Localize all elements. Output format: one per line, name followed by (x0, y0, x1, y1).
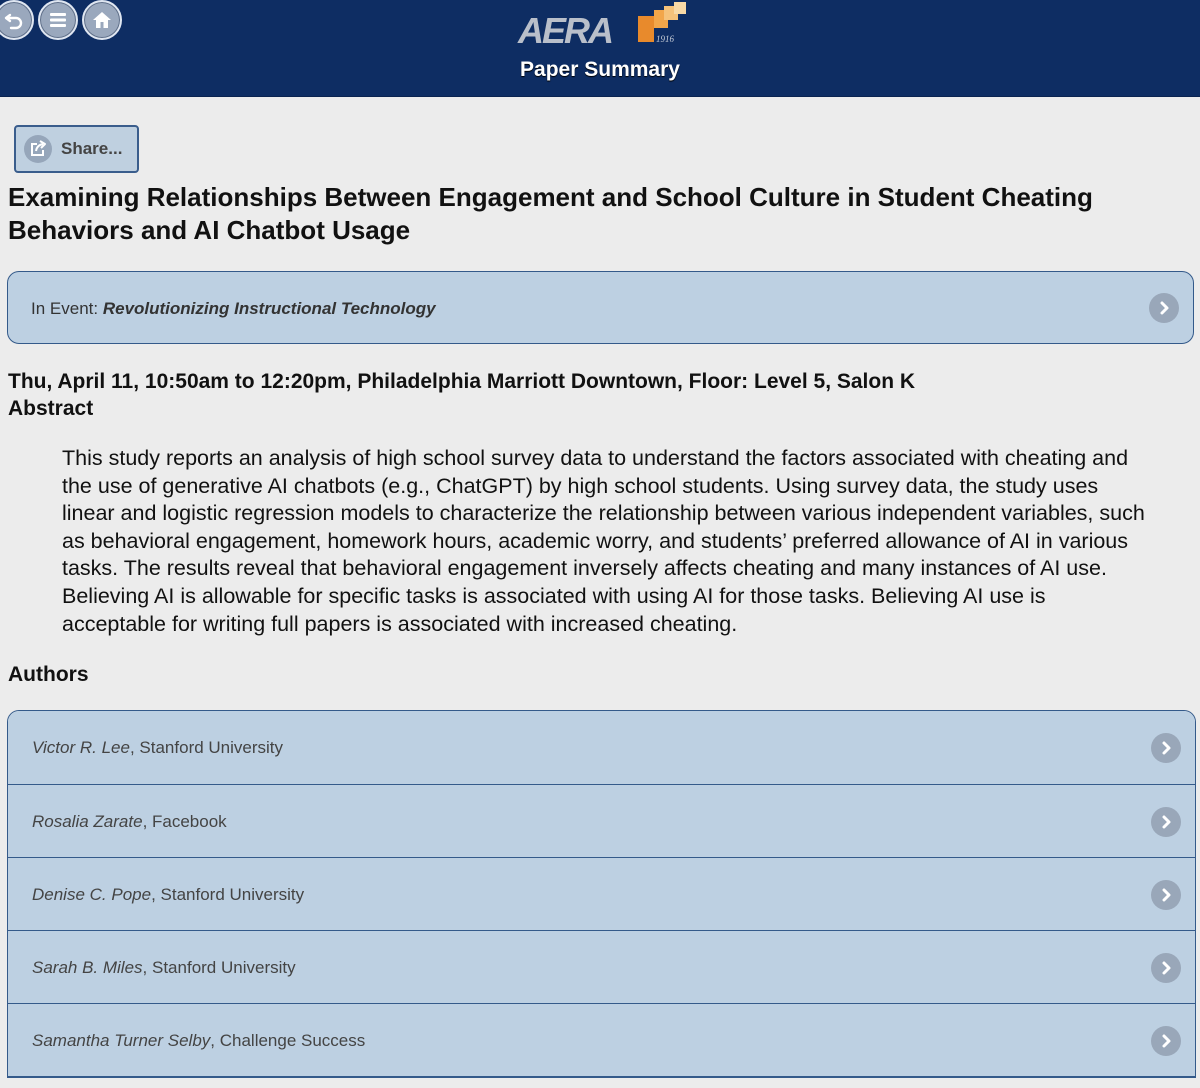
aera-logo (518, 2, 688, 51)
author-affiliation: , Stanford University (151, 885, 305, 904)
author-name: Victor R. Lee (32, 738, 130, 757)
undo-icon (3, 9, 25, 31)
author-text (32, 958, 296, 978)
logo-year: 1916 (656, 34, 674, 44)
menu-icon (47, 9, 69, 31)
author-text (32, 812, 227, 832)
chevron-right-icon (1151, 880, 1181, 910)
author-text (32, 1031, 365, 1051)
menu-button[interactable] (38, 0, 78, 40)
home-icon (91, 9, 113, 31)
author-name: Sarah B. Miles (32, 958, 143, 977)
event-link[interactable] (7, 271, 1194, 344)
author-name: Denise C. Pope (32, 885, 152, 904)
author-affiliation: , Stanford University (142, 958, 296, 977)
abstract-heading: Abstract (8, 397, 94, 420)
back-button[interactable] (0, 0, 34, 40)
author-text (32, 738, 283, 758)
author-row[interactable] (8, 711, 1195, 785)
page-title: Paper Summary (520, 58, 680, 81)
author-row[interactable] (8, 1004, 1195, 1077)
chevron-right-icon (1149, 293, 1179, 323)
home-button[interactable] (82, 0, 122, 40)
author-row[interactable] (8, 931, 1195, 1004)
author-row[interactable] (8, 785, 1195, 858)
abstract-text: This study reports an analysis of high school survey data to understand the factors associated with cheating and the use of generative AI chatbots (e.g., ChatGPT) by high school students. Using survey data, the study uses linear and logistic regression models to characterize the relationship between various independent variables, such as behavioral engagement, homework hours, academic worry, and students’ preferred allowance of AI in various tasks. The results reveal that behavioral engagement inversely affects cheating and many instances of AI use. Believing AI is allowable for specific tasks is associated with using AI for those tasks. Believing AI use is acceptable for writing full papers is associated with increased cheating. (62, 446, 1145, 636)
event-name: Revolutionizing Instructional Technology (102, 299, 436, 318)
chevron-right-icon (1151, 733, 1181, 763)
share-label: Share... (61, 139, 123, 158)
logo-text: AERA (518, 10, 613, 51)
event-label: In Event: (31, 299, 99, 318)
chevron-right-icon (1151, 1026, 1181, 1056)
nav-buttons (0, 0, 122, 40)
author-name: Samantha Turner Selby (32, 1031, 211, 1050)
paper-title: Examining Relationships Between Engagement and School Culture in Student Cheating Behaviors and AI Chatbot Usage (8, 182, 1093, 245)
author-affiliation: , Stanford University (129, 738, 284, 757)
authors-heading: Authors (8, 663, 89, 686)
author-text (32, 885, 304, 905)
event-text (31, 299, 436, 319)
chevron-right-icon (1151, 807, 1181, 837)
session-info: Thu, April 11, 10:50am to 12:20pm, Philadelphia Marriott Downtown, Floor: Level 5, Salon K (8, 370, 916, 393)
author-name: Rosalia Zarate (32, 812, 143, 831)
author-affiliation: , Facebook (142, 812, 227, 831)
authors-list (7, 710, 1196, 1078)
share-icon (24, 135, 52, 163)
chevron-right-icon (1151, 953, 1181, 983)
app-header (0, 0, 1200, 97)
share-button[interactable] (14, 125, 139, 173)
author-row[interactable] (8, 858, 1195, 931)
author-affiliation: , Challenge Success (210, 1031, 366, 1050)
